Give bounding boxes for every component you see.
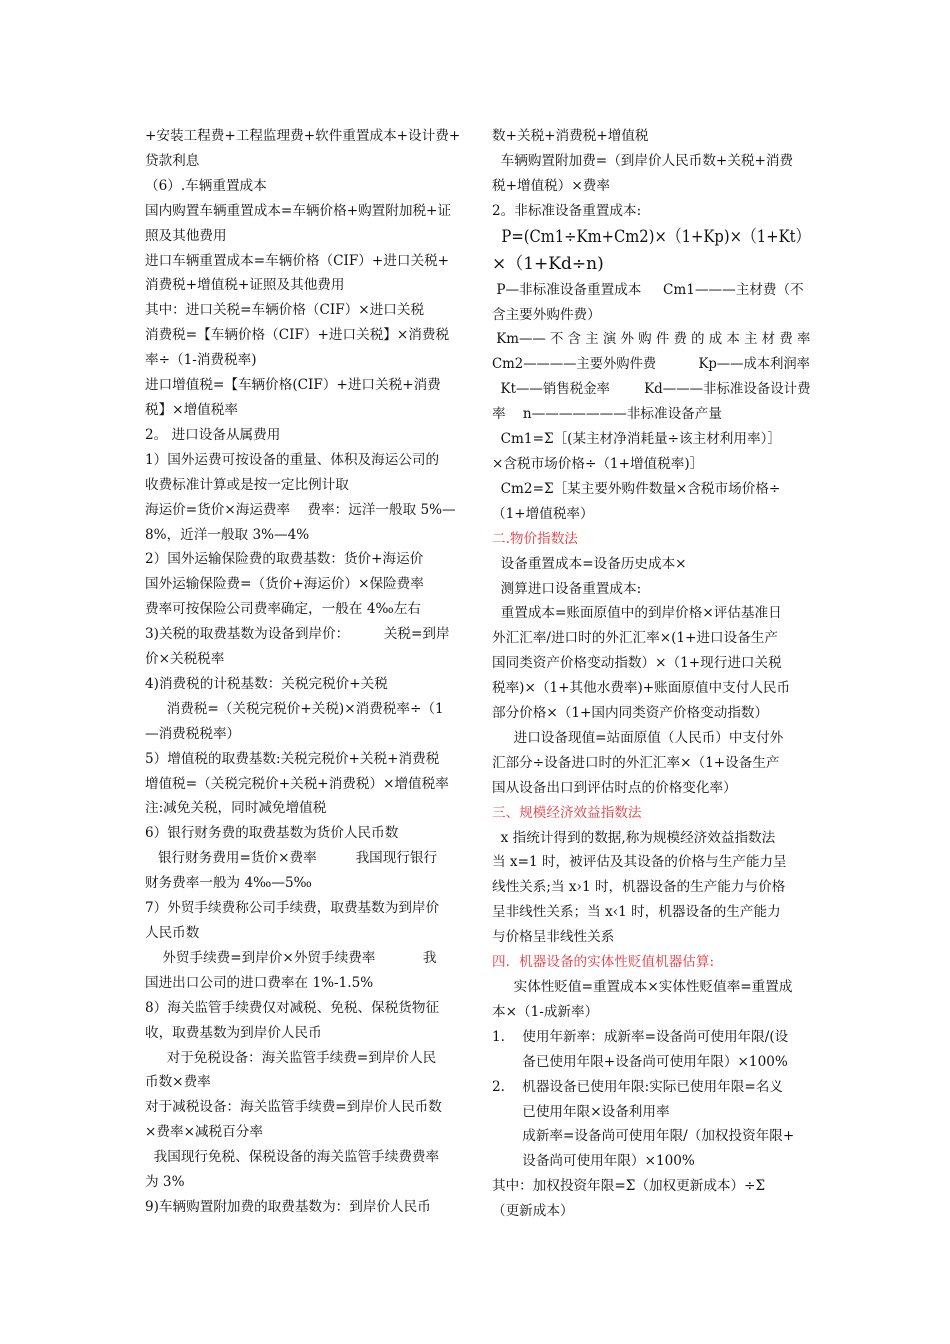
text-line: （1+增值税率） — [492, 505, 594, 522]
text-line: 车辆购置附加费=（到岸价人民币数+关税+消费 — [492, 152, 794, 169]
left-column — [145, 124, 463, 1220]
text-line: 当 x=1 时，被评估及其设备的价格与生产能力呈 — [492, 854, 787, 871]
text-line: 8%，近洋一般取 3%—4% — [145, 526, 310, 543]
text-line: 3)关税的取费基数为设备到岸价： 关税=到岸 — [145, 626, 450, 643]
text-line: Cm2————主要外购件费 Kp——成本利润率 — [492, 356, 810, 373]
text-line: 2。非标准设备重置成本: — [492, 202, 642, 219]
text-line: 国进出口公司的进口费率在 1%-1.5% — [145, 974, 374, 991]
text-line: 8）海关监管手续费仅对减税、免税、保税货物征 — [145, 999, 440, 1016]
text-line: 数+关税+消费税+增值税 — [492, 128, 649, 144]
text-line: P=(Cm1÷Km+Cm2)×（1+Kp)×（1+Kt） — [492, 226, 811, 247]
text-line: 2. 机器设备已使用年限:实际已使用年限=名义 — [492, 1078, 783, 1095]
text-line: 注:减免关税，同时减免增值税 — [145, 800, 327, 817]
text-line: 税+增值税）×费率 — [492, 177, 610, 194]
text-line: 消费税+增值税+证照及其他费用 — [145, 277, 345, 294]
text-line: 呈非线性关系；当 x‹1 时，机器设备的生产能力 — [492, 904, 781, 921]
text-line: 率 n———————非标准设备产量 — [492, 406, 722, 423]
text-line: Cm2=Σ［某主要外购件数量×含税市场价格÷ — [492, 480, 781, 497]
text-line: 对于免税设备：海关监管手续费=到岸价人民 — [145, 1049, 437, 1066]
text-line: 人民币数 — [145, 925, 200, 941]
text-line: 部分价格×（1+国内同类资产价格变动指数） — [492, 705, 769, 722]
text-line: 外汇汇率/进口时的外汇汇率×(1+进口设备生产 — [492, 630, 778, 647]
text-line: 测算进口设备重置成本: — [492, 580, 642, 597]
section-heading: 二.物价指数法 — [492, 530, 578, 547]
text-line: 价×关税税率 — [145, 651, 225, 668]
text-line: 1）国外运费可按设备的重量、体积及海运公司的 — [145, 451, 440, 468]
text-line: 线性关系;当 x›1 时，机器设备的生产能力与价格 — [492, 879, 786, 896]
text-line: 设备尚可使用年限）×100% — [492, 1153, 695, 1170]
text-line: 备已使用年限+设备尚可使用年限）×100% — [492, 1053, 788, 1070]
text-line: 消费税=【车辆价格（CIF）+进口关税】×消费税 — [145, 327, 450, 344]
text-line: 对于减税设备：海关监管手续费=到岸价人民币数 — [145, 1099, 442, 1116]
text-line: 1. 使用年新率：成新率=设备尚可使用年限/(设 — [492, 1028, 789, 1045]
text-line: P—非标准设备重置成本 Cm1———主材费（不 — [492, 281, 804, 298]
text-line: 收费标准计算或是按一定比例计取 — [145, 476, 349, 493]
text-line: 税】×增值税率 — [145, 401, 238, 418]
text-line: 费率可按保险公司费率确定，一般在 4‰左右 — [145, 601, 421, 618]
text-line: 国外运输保险费=（货价+海运价）×保险费率 — [145, 576, 424, 593]
section-heading: 三、规模经济效益指数法 — [492, 804, 642, 821]
text-line: +安装工程费+工程监理费+软件重置成本+设计费+ — [145, 128, 461, 144]
text-line: 为 3% — [145, 1174, 185, 1191]
text-line: 税率)×（1+其他水费率)+账面原值中支付人民币 — [492, 680, 791, 697]
text-line: 我国现行免税、保税设备的海关监管手续费费率 — [145, 1149, 440, 1166]
text-line: 率÷（1-消费税率) — [145, 352, 257, 369]
text-line: 其中：加权投资年限=Σ（加权更新成本）÷Σ — [492, 1178, 766, 1195]
text-line: 2）国外运输保险费的取费基数：货价+海运价 — [145, 551, 424, 568]
text-line: 贷款利息 — [145, 152, 200, 169]
text-line: 重置成本=账面原值中的到岸价格×评估基准日 — [492, 605, 782, 622]
section-heading: 四．机器设备的实体性贬值机器估算: — [492, 954, 715, 971]
text-line: 设备重置成本=设备历史成本× — [492, 555, 687, 572]
text-line: Kt——销售税金率 Kd———非标准设备设计费 — [492, 381, 811, 398]
text-line: 已使用年限×设备利用率 — [492, 1103, 670, 1120]
text-line: 成新率=设备尚可使用年限/（加权投资年限+ — [492, 1128, 795, 1145]
text-line: 国从设备出口到评估时点的价格变化率） — [492, 779, 737, 796]
text-line: 9)车辆购置附加费的取费基数为：到岸价人民币 — [145, 1198, 431, 1215]
text-line: 实体性贬值=重置成本×实体性贬值率=重置成 — [492, 979, 793, 995]
text-line: ×费率×减税百分率 — [145, 1124, 263, 1141]
text-line: 国内购置车辆重置成本=车辆价格+购置附加税+证 — [145, 202, 452, 219]
text-line: 5）增值税的取费基数:关税完税价+关税+消费税 — [145, 750, 440, 767]
text-line: 币数×费率 — [145, 1074, 211, 1091]
text-line: 4)消费税的计税基数：关税完税价+关税 — [145, 675, 388, 692]
text-line: 增值税=（关税完税价+关税+消费税）×增值税率 — [145, 775, 449, 792]
text-line: 7）外贸手续费称公司手续费，取费基数为到岸价 — [145, 900, 440, 917]
text-line: x 指统计得到的数据,称为规模经济效益指数法 — [492, 829, 776, 846]
text-line: 2。 进口设备从属费用 — [145, 426, 281, 443]
text-line: ×含税市场价格÷（1+增值税率)］ — [492, 455, 704, 472]
text-line: 进口增值税=【车辆价格(CIF）+进口关税+消费 — [145, 377, 441, 394]
text-line: 含主要外购件费） — [492, 306, 601, 323]
text-line: 与价格呈非线性关系 — [492, 929, 615, 946]
text-line: 银行财务费用=货价×费率 我国现行银行 — [145, 850, 438, 867]
text-line: ×（1+Kd÷n) — [492, 253, 604, 274]
text-line: 收，取费基数为到岸价人民币 — [145, 1024, 322, 1041]
text-line: 6）银行财务费的取费基数为货价人民币数 — [145, 825, 399, 842]
text-line: Km—— 不 含 主 演 外 购 件 费 的 成 本 主 材 费 率 — [492, 331, 811, 348]
text-line: Cm1=Σ［(某主材净消耗量÷该主材利用率）］ — [492, 431, 781, 448]
text-line: 其中：进口关税=车辆价格（CIF）×进口关税 — [145, 302, 425, 319]
text-line: —消费税税率） — [145, 725, 241, 742]
text-line: （更新成本） — [492, 1203, 574, 1220]
text-line: （6）.车辆重置成本 — [145, 177, 267, 194]
text-line: 外贸手续费=到岸价×外贸手续费率 我 — [145, 949, 437, 966]
text-line: 海运价=货价×海运费率 费率：远洋一般取 5%— — [145, 501, 456, 518]
text-line: 国同类资产价格变动指数）×（1+现行进口关税 — [492, 655, 782, 672]
text-line: 进口设备现值=站面原值（人民币）中支付外 — [492, 729, 784, 746]
text-line: 进口车辆重置成本=车辆价格（CIF）+进口关税+ — [145, 252, 450, 269]
text-line: 财务费率一般为 4‰—5‰ — [145, 875, 312, 892]
text-line: 消费税=（关税完税价+关税)×消费税率÷（1 — [145, 700, 444, 717]
text-line: 照及其他费用 — [145, 227, 227, 244]
text-line: 本×（1-成新率） — [492, 1003, 599, 1020]
right-column — [492, 124, 810, 1224]
text-line: 汇部分÷设备进口时的外汇汇率×（1+设备生产 — [492, 754, 780, 771]
